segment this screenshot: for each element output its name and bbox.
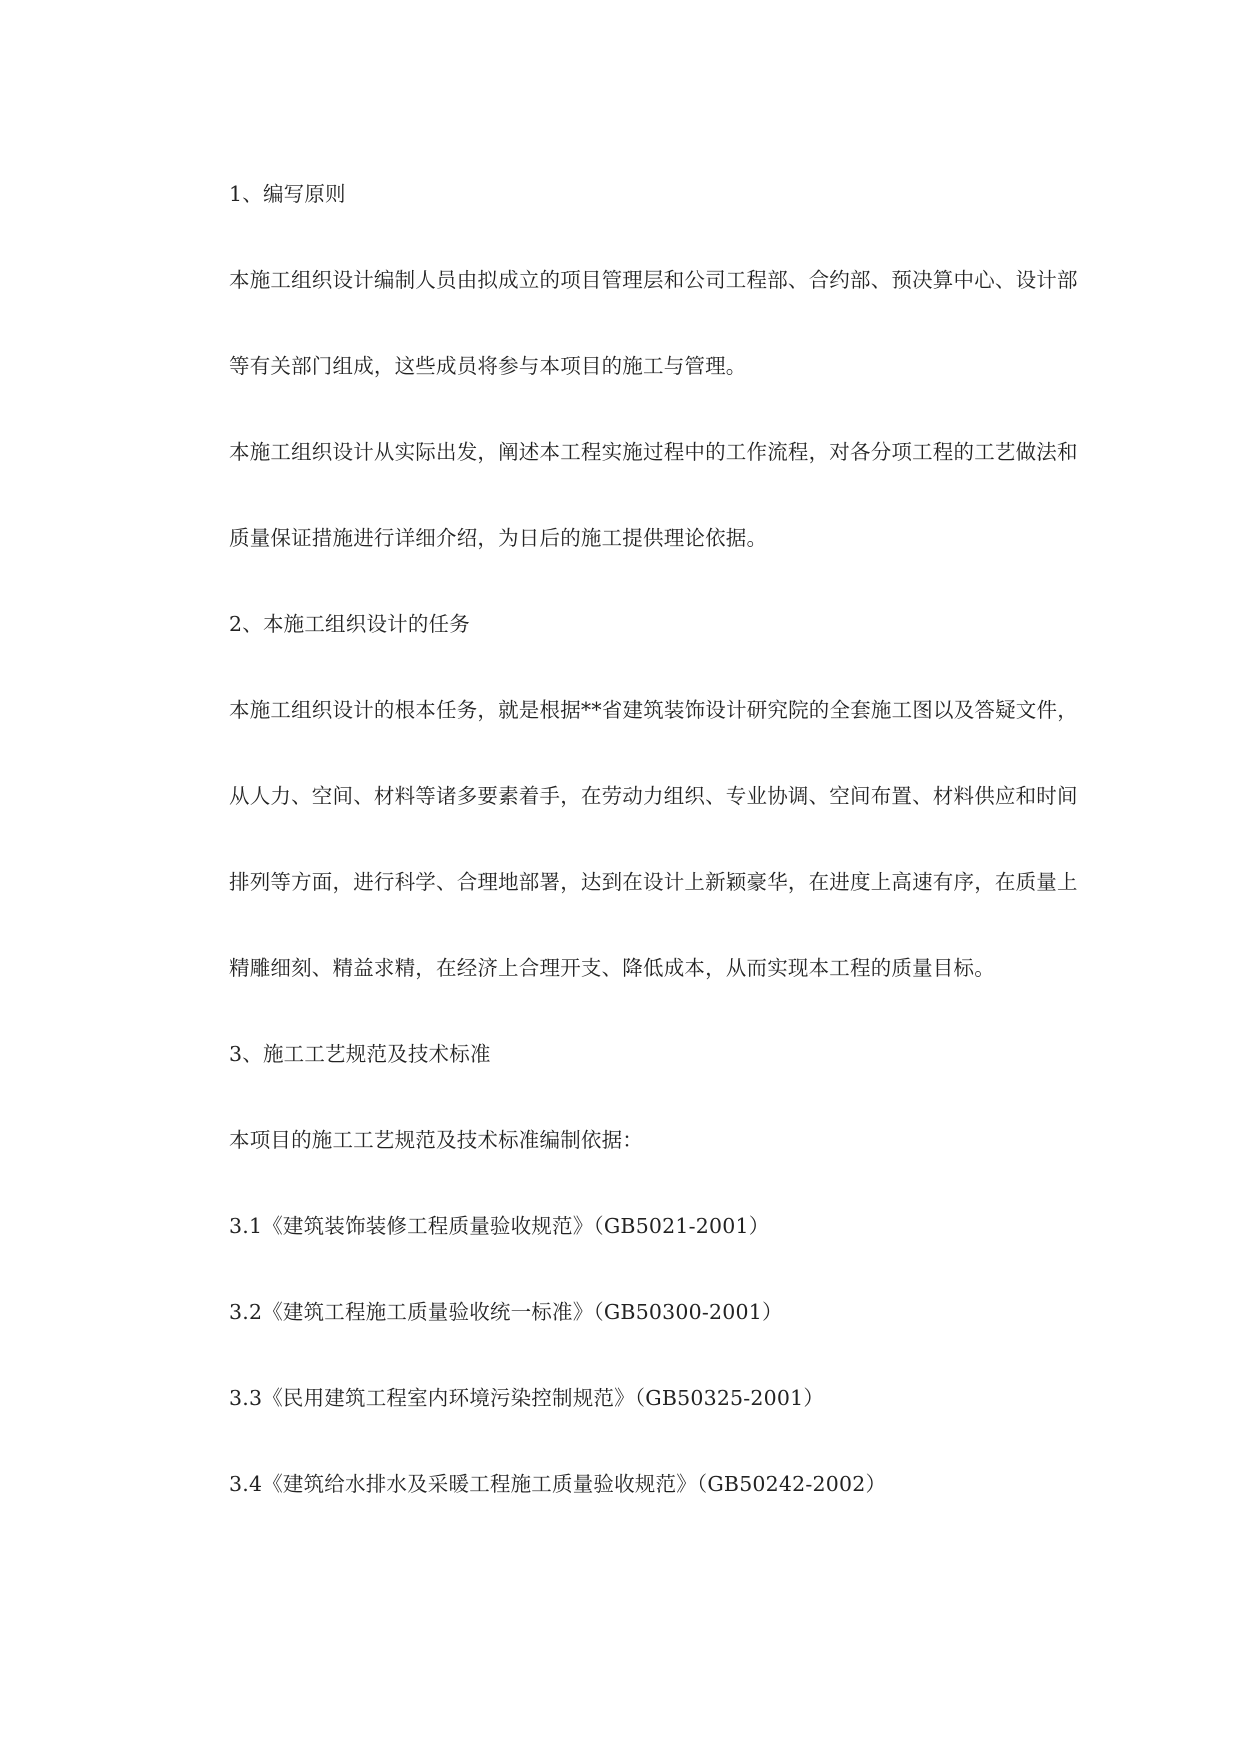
paragraph-line: 等有关部门组成，这些成员将参与本项目的施工与管理。: [229, 354, 747, 378]
standard-item: 3.2《建筑工程施工质量验收统一标准》（GB50300-2001）: [229, 1300, 783, 1324]
standard-item: 3.1《建筑装饰装修工程质量验收规范》（GB5021-2001）: [229, 1214, 770, 1238]
paragraph-line: 本项目的施工工艺规范及技术标准编制依据：: [229, 1128, 643, 1152]
paragraph-line: 质量保证措施进行详细介绍，为日后的施工提供理论依据。: [229, 526, 768, 550]
standard-item: 3.3《民用建筑工程室内环境污染控制规范》（GB50325-2001）: [229, 1386, 825, 1410]
section-heading-1: 1、编写原则: [229, 182, 346, 206]
standard-item: 3.4《建筑给水排水及采暖工程施工质量验收规范》（GB50242-2002）: [229, 1472, 887, 1496]
paragraph-line: 排列等方面，进行科学、合理地部署，达到在设计上新颖豪华，在进度上高速有序，在质量上: [229, 870, 1078, 894]
paragraph-line: 本施工组织设计从实际出发，阐述本工程实施过程中的工作流程，对各分项工程的工艺做法和: [229, 440, 1078, 464]
paragraph-line: 本施工组织设计的根本任务，就是根据**省建筑装饰设计研究院的全套施工图以及答疑文件，: [229, 698, 1078, 722]
section-heading-2: 2、本施工组织设计的任务: [229, 612, 470, 636]
paragraph-line: 从人力、空间、材料等诸多要素着手，在劳动力组织、专业协调、空间布置、材料供应和时间: [229, 784, 1078, 808]
paragraph-line: 本施工组织设计编制人员由拟成立的项目管理层和公司工程部、合约部、预决算中心、设计部: [229, 268, 1078, 292]
section-heading-3: 3、施工工艺规范及技术标准: [229, 1042, 491, 1066]
paragraph-line: 精雕细刻、精益求精，在经济上合理开支、降低成本，从而实现本工程的质量目标。: [229, 956, 995, 980]
